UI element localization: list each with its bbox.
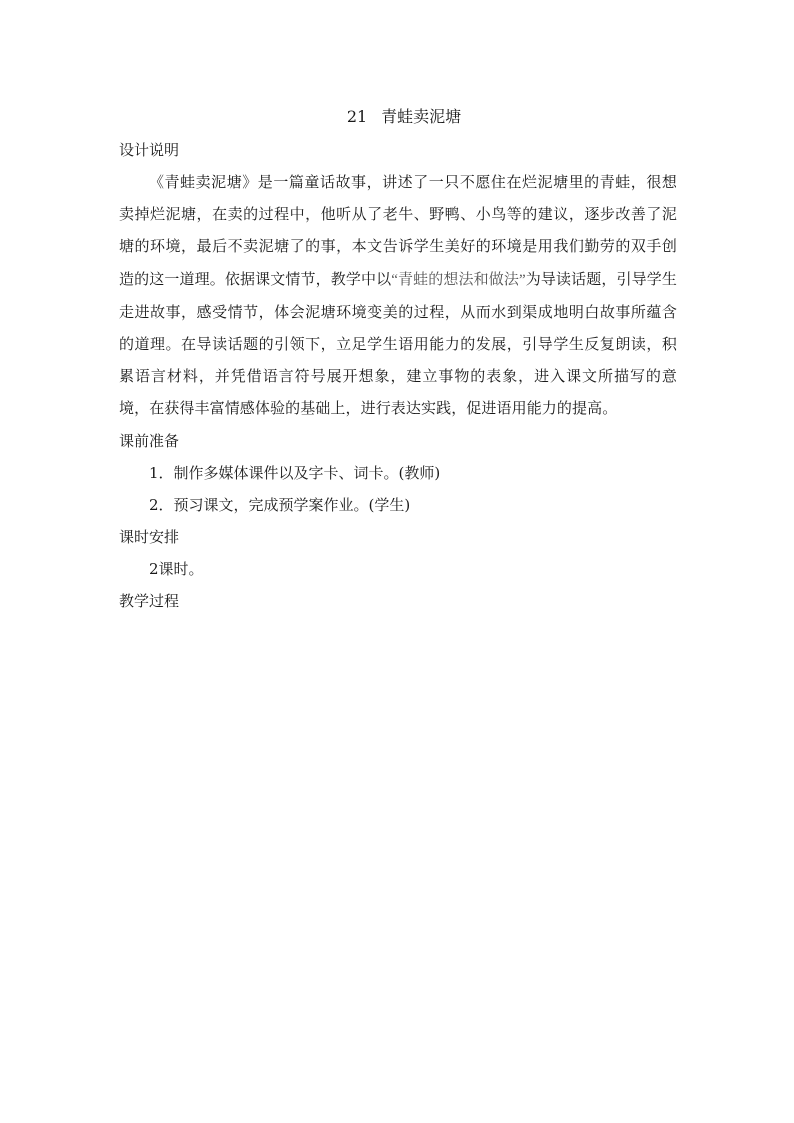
preparation-item: 2．预习课文，完成预学案作业。(学生) (149, 495, 411, 514)
preparation-item: 1．制作多媒体课件以及字卡、词卡。(教师) (149, 463, 441, 482)
document-page (119, 104, 677, 617)
design-paragraph-quote: “青蛙的想法和做法” (391, 271, 526, 288)
lesson-number: 21 (346, 107, 368, 126)
section-heading-preparation: 课前准备 (119, 431, 180, 450)
section-heading-design: 设计说明 (119, 141, 180, 159)
page-title (119, 104, 677, 130)
design-paragraph-part1: 《青蛙卖泥塘》是一篇童话故事，讲述了一只不愿住在烂泥塘里的青蛙，很想卖掉烂泥塘，在卖的过程中，他听从了老牛、野鸭、小鸟等的建议，逐步改善了泥塘的环境，最后不卖泥塘了的事，本文告诉学生美好的环境是用我们勤劳的双手创造的这一道理。依据课文情节，教学中以 (119, 173, 677, 288)
lesson-title: 青蛙卖泥塘 (381, 107, 462, 126)
section-heading-schedule: 课时安排 (119, 527, 180, 546)
section-heading-process: 教学过程 (119, 591, 180, 610)
design-paragraph (119, 166, 677, 425)
schedule-text: 2课时。 (149, 559, 204, 578)
design-paragraph-part2: 为导读话题，引导学生走进故事，感受情节，体会泥塘环境变美的过程，从而水到渠成地明白故事所蕴含的道理。在导读话题的引领下，立足学生语用能力的发展，引导学生反复朗读，积累语言材料，并凭借语言符号展开想象，建立事物的表象，进入课文所描写的意境，在获得丰富情感体验的基础上，进行表达实践，促进语用能力的提高。 (119, 269, 677, 418)
